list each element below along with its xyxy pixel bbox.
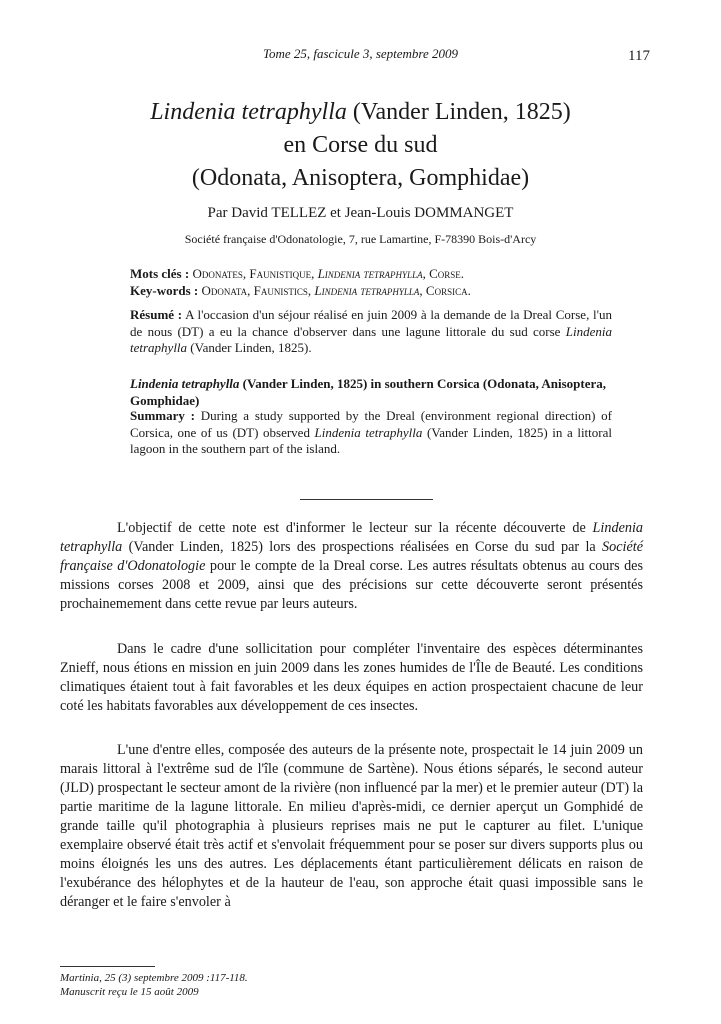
title-line-1: [0, 96, 721, 129]
footnote-rule: [60, 966, 155, 967]
title-authority: (Vander Linden, 1825): [352, 99, 571, 125]
resume-paragraph: [130, 307, 612, 357]
p1-society: Société française d'Odonatologie: [60, 539, 643, 574]
keywords-en-species: Lindenia tetraphylla: [314, 283, 420, 298]
affiliation: Société française d'Odonatologie, 7, rue Lamartine, F-78390 Bois-d'Arcy: [184, 232, 537, 246]
keywords-fr-text-2: , Corse.: [422, 266, 465, 281]
keywords-en-text-2: , Corsica.: [419, 283, 471, 298]
citation-line: Martinia, 25 (3) septembre 2009 :117-118.: [60, 972, 248, 984]
summary-label: Summary :: [130, 408, 195, 423]
keywords-en: [130, 283, 612, 300]
resume-label: Résumé :: [130, 307, 183, 322]
keywords-en-label: Key-words :: [130, 283, 199, 298]
resume-species: Lindenia tetraphylla: [130, 323, 612, 355]
resume-text-1: A l'occasion d'un séjour réalisé en juin 2009 à la demande de la Dreal Corse, l'un de nous (DT) a eu la chance d'observer dans une lagune littorale du sud corse: [130, 307, 612, 339]
article-title: [0, 96, 721, 195]
keywords-en-text-1: Odonata, Faunistics,: [201, 283, 315, 298]
summary-paragraph: [130, 408, 612, 458]
keywords-fr-label: Mots clés :: [130, 266, 190, 281]
keywords-fr: [130, 266, 612, 283]
authors-line: Par David TELLEZ et Jean-Louis DOMMANGET: [207, 205, 514, 221]
english-title: [130, 376, 612, 409]
title-line-3: (Odonata, Anisoptera, Gomphidae): [191, 165, 530, 191]
summary-text-2: (Vander Linden, 1825) in a littoral lagoon in the southern part of the island.: [130, 424, 612, 456]
title-species: Lindenia tetraphylla: [150, 99, 347, 125]
english-title-species: Lindenia tetraphylla: [130, 376, 240, 391]
summary-text-1: During a study supported by the Dreal (environment regional direction) of Corsica, one of us (DT) observed: [130, 408, 612, 440]
keywords-fr-text-1: Odonates, Faunistique,: [192, 266, 318, 281]
summary-species: Lindenia tetraphylla: [314, 424, 423, 440]
p1-species: Lindenia tetraphylla: [60, 520, 643, 555]
english-title-rest: (Vander Linden, 1825) in southern Corsica (Odonata, Anisoptera, Gomphidae): [130, 376, 606, 408]
running-head: Tome 25, fascicule 3, septembre 2009: [262, 46, 459, 61]
received-date-line: Manuscrit reçu le 15 août 2009: [60, 986, 199, 998]
body-paragraph-1: [60, 519, 643, 614]
p1-text-c: pour le compte de la Dreal corse. Les autres résultats obtenus au cours des missions corses 2008 et 2009, ainsi que des précisions sur cette découverte seront présentés prochainemement dans cette revue par leurs auteurs.: [60, 558, 643, 612]
body-paragraph-2: Dans le cadre d'une sollicitation pour compléter l'inventaire des espèces déterminantes Znieff, nous étions en mission en juin 2009 dans les zones humides de l'Île de Beauté. Les conditions climatiques étaient tout à fait favorables et les deux équipes en action prospectaient chacune de leur coté les habitats favorables aux développement de ces insectes.: [60, 641, 643, 714]
title-line-2: en Corse du sud: [283, 132, 438, 158]
p1-text-b: (Vander Linden, 1825) lors des prospections réalisées en Corse du sud par la: [122, 539, 603, 555]
page-number: 117: [628, 48, 650, 64]
section-divider: [300, 499, 433, 500]
resume-text-2: (Vander Linden, 1825).: [187, 340, 312, 355]
keywords-fr-species: Lindenia tetraphylla: [317, 266, 423, 281]
body-paragraph-3: L'une d'entre elles, composée des auteurs de la présente note, prospectait le 14 juin 2009 un marais littoral à l'extrême sud de l'île (commune de Sartène). Nous étions séparés, le second auteur (JLD) prospectant le secteur amont de la rivière (non influencé par la mer) et le premier auteur (DT) la partie maritime de la lagune littorale. En milieu d'après-midi, ce dernier aperçut un Gomphidé de grande taille qu'il photographia à plusieurs reprises mais ne put le capturer au filet. L'unique exemplaire observé était très actif et s'envolait fréquemment pour se poser sur divers supports plus ou moins éloignés les uns des autres. Les déplacements étant particulièrement délicats en raison de l'exubérance des hélophytes et de la hauteur de l'eau, son approche était quasi impossible sans le déranger et le faire s'envoler à: [60, 742, 643, 910]
p1-text-a: L'objectif de cette note est d'informer le lecteur sur la récente découverte de: [117, 520, 593, 536]
